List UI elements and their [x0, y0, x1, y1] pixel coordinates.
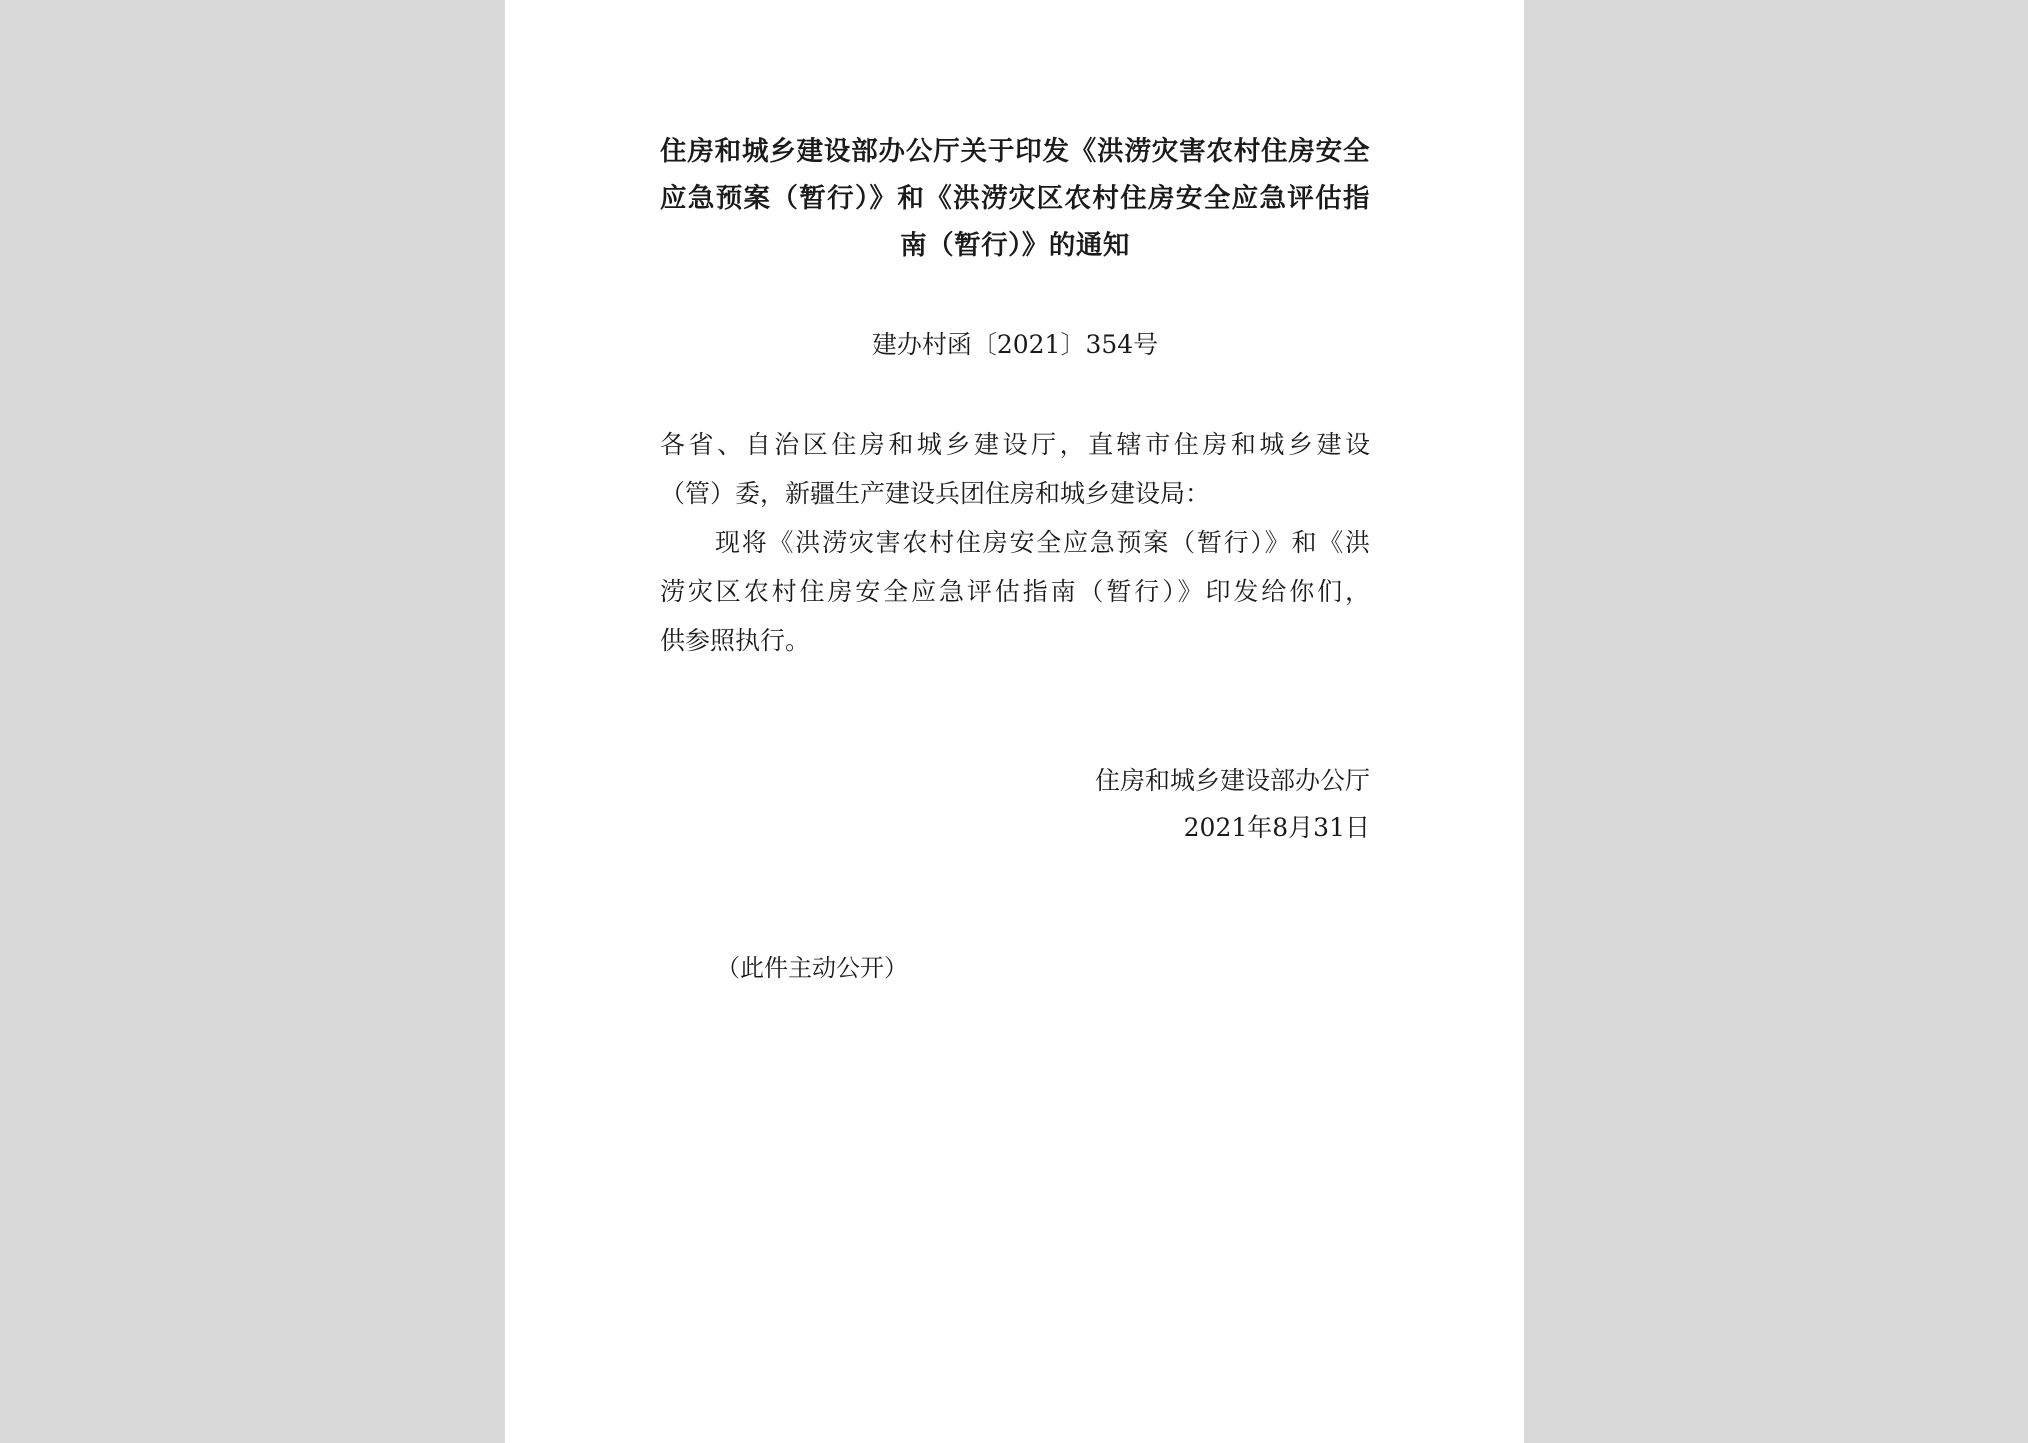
document-title: [660, 128, 1370, 269]
body-line-2: 涝灾区农村住房安全应急评估指南（暂行）》印发给你们，: [660, 577, 1370, 606]
signature-organization: 住房和城乡建设部办公厅: [1094, 766, 1370, 795]
document-body: [660, 518, 1370, 665]
body-line-3: 供参照执行。: [660, 626, 811, 655]
body-line-1: 现将《洪涝灾害农村住房安全应急预案（暂行）》和《洪: [715, 528, 1370, 557]
document-page: [505, 0, 1524, 1443]
addressee: [660, 420, 1370, 518]
disclosure-note: （此件主动公开）: [716, 954, 908, 982]
title-line-3: 南（暂行）》的通知: [900, 230, 1130, 261]
addressee-line-2: （管）委，新疆生产建设兵团住房和城乡建设局：: [660, 479, 1211, 508]
addressee-line-1: 各省、自治区住房和城乡建设厅，直辖市住房和城乡建设: [660, 430, 1370, 459]
document-number: 建办村函〔2021〕354号: [871, 330, 1159, 359]
signature-date: 2021年8月31日: [1183, 813, 1370, 842]
signature-block: [660, 757, 1370, 851]
title-line-2: 应急预案（暂行）》和《洪涝灾区农村住房安全应急评估指: [660, 183, 1370, 214]
title-line-1: 住房和城乡建设部办公厅关于印发《洪涝灾害农村住房安全: [660, 136, 1370, 167]
